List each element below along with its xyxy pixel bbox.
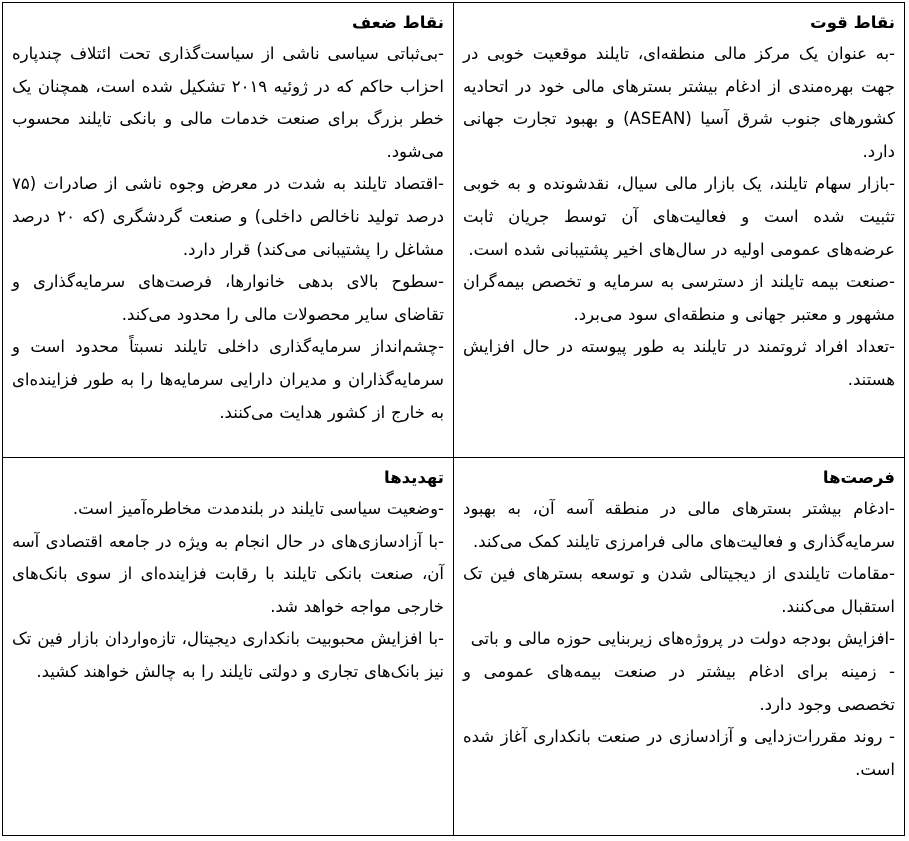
list-item: -بازار سهام تایلند، یک بازار مالی سیال، نقدشونده و به خوبی تثبیت شده است و فعالیت‌های آن توسط جریان ثابت عرضه‌های عمومی اولیه در سال‌های اخیر پشتیبانی شده است. bbox=[463, 174, 895, 259]
list-item: -با افزایش محبوبیت بانکداری دیجیتال، تازه‌واردان بازار فین تک نیز بانک‌های تجاری و دولتی تایلند را به چالش خواهند کشید. bbox=[12, 629, 444, 681]
list-item: -به عنوان یک مرکز مالی منطقه‌ای، تایلند موقعیت خوبی در جهت بهره‌مندی از ادغام بیشتر بسترهای مالی خود در اتحادیه کشورهای جنوب شرق آسیا (ASEAN) و بهبود تجارت جهانی دارد. bbox=[463, 44, 895, 161]
swot-cell-weaknesses bbox=[3, 3, 454, 458]
list-item: -صنعت بیمه تایلند از دسترسی به سرمایه و تخصص بیمه‌گران مشهور و معتبر جهانی و منطقه‌ای سود می‌برد. bbox=[463, 272, 895, 324]
threats-list bbox=[12, 493, 444, 689]
list-item: -با آزادسازی‌های در حال انجام به ویژه در جامعه اقتصادی آسه آن، صنعت بانکی تایلند با رقابت فزاینده‌ای از سوی بانک‌های خارجی مواجه خواهد شد. bbox=[12, 531, 444, 616]
swot-cell-strengths bbox=[454, 3, 905, 458]
swot-cell-threats bbox=[3, 458, 454, 836]
list-item: -وضعیت سیاسی تایلند در بلندمدت مخاطره‌آمیز است. bbox=[72, 499, 444, 518]
list-item: - زمینه برای ادغام بیشتر در صنعت بیمه‌های عمومی و تخصصی وجود دارد. bbox=[463, 661, 895, 714]
threats-title: تهدیدها bbox=[384, 468, 444, 487]
list-item: -سطوح بالای بدهی خانوارها، فرصت‌های سرمایه‌گذاری و تقاضای سایر محصولات مالی را محدود می‌کند. bbox=[12, 272, 444, 324]
list-item: -مقامات تایلندی از دیجیتالی شدن و توسعه بسترهای فین تک استقبال می‌کنند. bbox=[463, 564, 895, 616]
weaknesses-title: نقاط ضعف bbox=[351, 13, 444, 32]
opportunities-title: فرصت‌ها bbox=[822, 468, 895, 487]
swot-row-bottom bbox=[3, 458, 905, 836]
list-item: -افزایش بودجه دولت در پروژه‌های زیربنایی حوزه مالی و باتی bbox=[470, 629, 895, 649]
swot-row-top bbox=[3, 3, 905, 458]
strengths-title: نقاط قوت bbox=[810, 13, 895, 32]
list-item: -تعداد افراد ثروتمند در تایلند به طور پیوسته در حال افزایش هستند. bbox=[463, 337, 895, 389]
list-item: -چشم‌انداز سرمایه‌گذاری داخلی تایلند نسبتاً محدود است و سرمایه‌گذاران و مدیران دارایی سرمایه‌ها را به طور فزاینده‌ای به خارج از کشور هدایت می‌کنند. bbox=[12, 337, 444, 422]
list-item: -ادغام بیشتر بسترهای مالی در منطقه آسه آن، به بهبود سرمایه‌گذاری و فعالیت‌های مالی فرامرزی تایلند کمک می‌کند. bbox=[463, 499, 895, 551]
strengths-list bbox=[463, 38, 895, 397]
swot-analysis-table bbox=[2, 2, 905, 836]
swot-cell-opportunities bbox=[454, 458, 905, 836]
opportunities-list bbox=[463, 493, 895, 786]
list-item: - روند مقررات‌زدایی و آزادسازی در صنعت بانکداری آغاز شده است. bbox=[463, 727, 895, 779]
list-item: -اقتصاد تایلند به شدت در معرض وجوه ناشی از صادرات (۷۵ درصد تولید ناخالص داخلی) و صنعت گردشگری (که ۲۰ درصد مشاغل را پشتیبانی می‌کند) قرار دارد. bbox=[12, 174, 445, 259]
list-item: -بی‌ثباتی سیاسی ناشی از سیاست‌گذاری تحت ائتلاف چندپاره احزاب حاکم که در ژوئیه ۲۰۱۹ تشکیل شده است، همچنان یک خطر بزرگ برای صنعت خدمات مالی و بانکی تایلند محسوب می‌شود. bbox=[12, 44, 444, 161]
weaknesses-list bbox=[12, 38, 444, 429]
